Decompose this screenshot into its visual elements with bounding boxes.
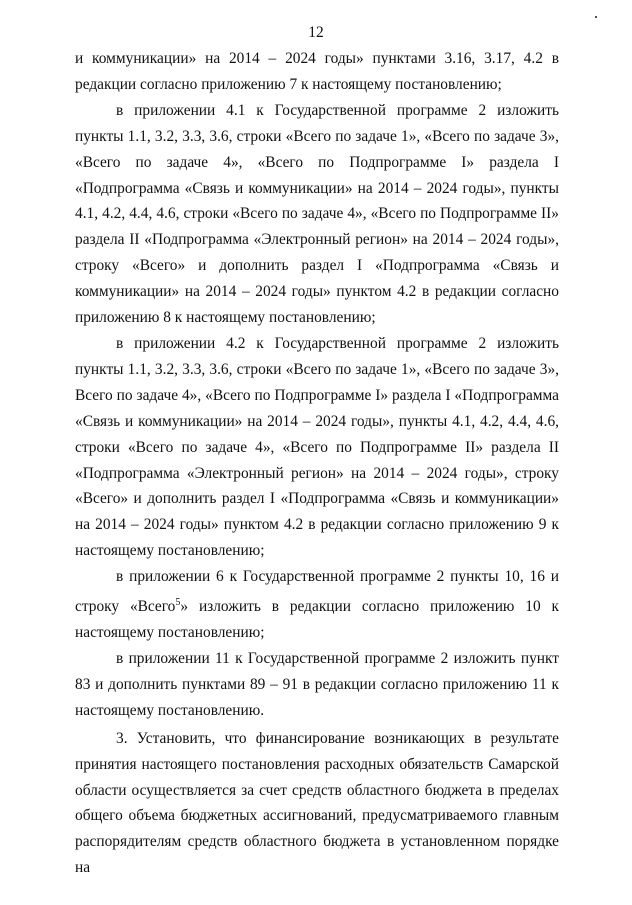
paragraph-appendix-4-2: в приложении 4.2 к Государственной программе 2 изложить пункты 1.1, 3.2, 3.3, 3.6, строки «Всего по задаче 1», «Всего по задаче 3», Всего по задаче 4», «Всего по Подпрограмме I» раздела I «Подпрограмма «Связь и коммуникации» на 2014 – 2024 годы», пункты 4.1, 4.2, 4.4, 4.6, строки «Всего по задаче 4», «Всего по Подпрограмме II» раздела II «Подпрограмма «Электронный регион» на 2014 – 2024 годы», строку «Всего» и дополнить раздел I «Подпрограмма «Связь и коммуникации» на 2014 – 2024 годы» пунктом 4.2 в редакции согласно приложению 9 к настоящему постановлению; [75, 334, 559, 560]
page-number: 12 [308, 24, 324, 41]
paragraph-appendix-11: в приложении 11 к Государственной программе 2 изложить пункт 83 и дополнить пунктами 89 – 91 в редакции согласно приложению 11 к настоящему постановлению. [75, 649, 559, 719]
paragraph-appendix-6-text-before: в приложении 6 к Государственной программе 2 пункты 10, 16 и строку «Всего [75, 568, 559, 616]
paragraph-item-3-financing: 3. Установить, что финансирование возникающих в результате принятия настоящего постановления расходных обязательств Самарской области осуществляется за счет средств областного бюджета в пределах общего объема бюджетных ассигнований, предусматриваемого главным распорядителям средств областного бюджета в установленном порядке на [75, 729, 559, 877]
paragraph-appendix-4-1: в приложении 4.1 к Государственной программе 2 изложить пункты 1.1, 3.2, 3.3, 3.6, строки «Всего по задаче 1», «Всего по задаче 3», «Всего по задаче 4», «Всего по Подпрограмме I» раздела I «Подпрограмма «Связь и коммуникации» на 2014 – 2024 годы», пункты 4.1, 4.2, 4.4, 4.6, строки «Всего по задаче 4», «Всего по Подпрограмме II» раздела II «Подпрограмма «Электронный регион» на 2014 – 2024 годы», строку «Всего» и дополнить раздел I «Подпрограмма «Связь и коммуникации» на 2014 – 2024 годы» пунктом 4.2 в редакции согласно приложению 8 к настоящему постановлению; [75, 101, 559, 327]
scan-speck [595, 16, 597, 18]
document-body [75, 46, 559, 881]
paragraph-appendix-6-text-after: » изложить в редакции согласно приложению 10 к настоящему постановлению; [75, 598, 560, 642]
footnote-superscript: 5 [175, 597, 181, 609]
paragraph-appendix-6 [75, 564, 559, 646]
paragraph-continuation: и коммуникации» на 2014 – 2024 годы» пунктами 3.16, 3.17, 4.2 в редакции согласно приложению 7 к настоящему постановлению; [75, 50, 559, 93]
